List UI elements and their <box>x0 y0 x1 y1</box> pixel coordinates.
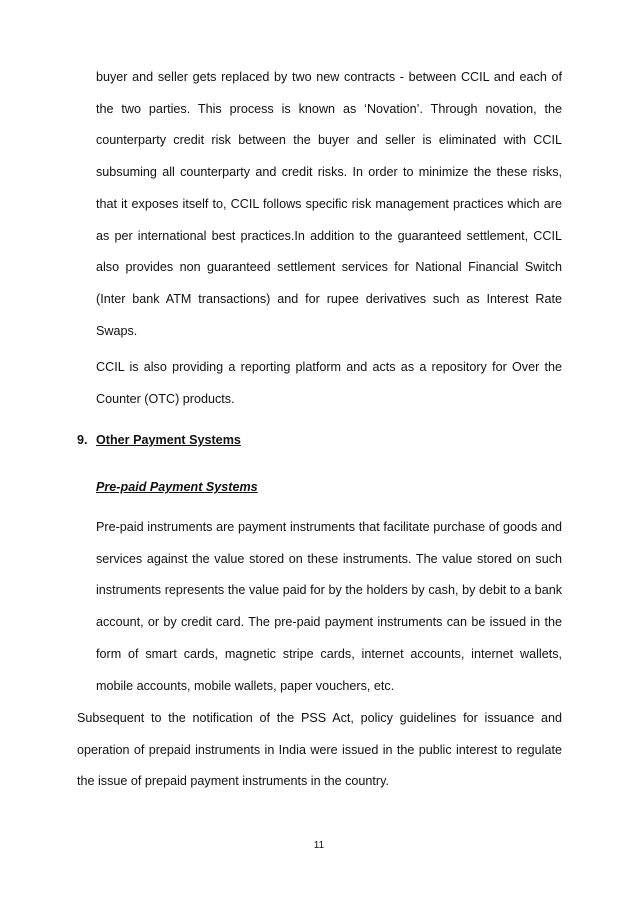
section-number: 9. <box>77 433 88 447</box>
paragraph-novation: buyer and seller gets replaced by two new contracts - between CCIL and each of the two parties. This process is known as ‘Novation’. Through novation, the counterparty credit risk between the buyer and seller is eliminated with CCIL subsuming all counterparty and credit risks. In order to minimize the these risks, that it exposes itself to, CCIL follows specific risk management practices which are as per international best practices.In addition to the guaranteed settlement, CCIL also provides non guaranteed settlement services for National Financial Switch (Inter bank ATM transactions) and for rupee derivatives such as Interest Rate Swaps. <box>96 70 562 338</box>
paragraph-policy-guidelines: Subsequent to the notification of the PSS Act, policy guidelines for issuance and operation of prepaid instruments in India were issued in the public interest to regulate the issue of prepaid payment instruments in the country. <box>77 711 562 789</box>
paragraph-reporting-platform: CCIL is also providing a reporting platform and acts as a repository for Over the Counter (OTC) products. <box>96 360 562 406</box>
subsection-heading: Pre-paid Payment Systems <box>96 480 258 494</box>
section-heading <box>77 430 241 450</box>
section-title: Other Payment Systems <box>96 433 241 447</box>
paragraph-prepaid-instruments: Pre-paid instruments are payment instruments that facilitate purchase of goods and services against the value stored on these instruments. The value stored on such instruments represents the value paid for by the holders by cash, by debit to a bank account, or by credit card. The pre-paid payment instruments can be issued in the form of smart cards, magnetic stripe cards, internet accounts, internet wallets, mobile accounts, mobile wallets, paper vouchers, etc. <box>96 520 562 693</box>
page-number: 11 <box>313 840 325 851</box>
